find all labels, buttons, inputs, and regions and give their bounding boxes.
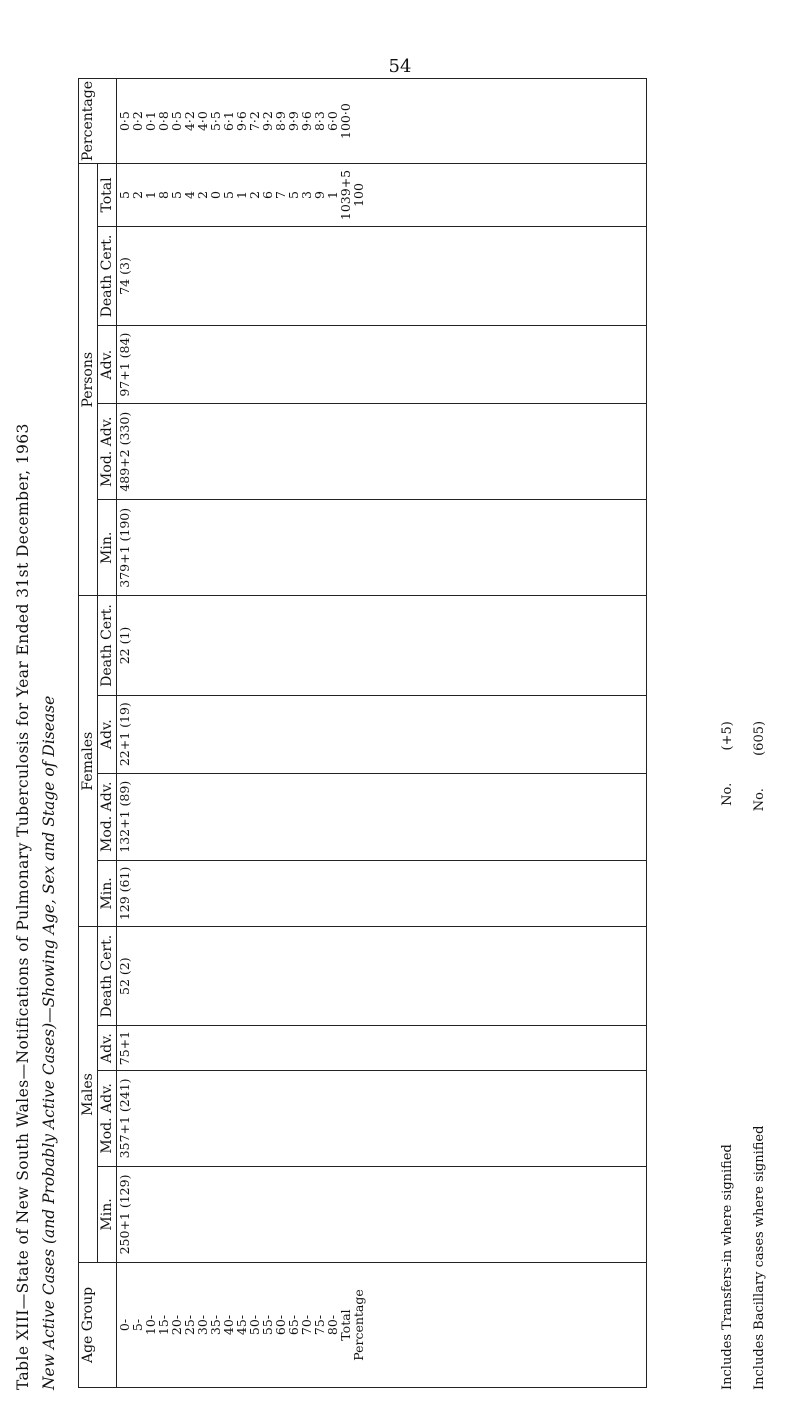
- males-min-header: Min.: [98, 1166, 117, 1262]
- percentage-column: [117, 79, 647, 164]
- age-group-cell: 45-: [234, 1314, 249, 1336]
- persons-total-cell: 1: [234, 191, 249, 199]
- persons-total-cell: 2: [130, 191, 145, 199]
- persons-min-total: 379+1 (190): [117, 500, 647, 596]
- age-group-header: Age Group: [79, 1263, 117, 1388]
- persons-mod-adv-total: 489+2 (330): [117, 404, 647, 500]
- percentage-cell: 7·2: [247, 111, 262, 132]
- persons-total-cell: 5: [117, 191, 132, 199]
- females-header: Females: [79, 596, 98, 927]
- females-mod-adv-total: 132+1 (89): [117, 773, 647, 860]
- males-mod-adv-header: Mod. Adv.: [98, 1070, 117, 1166]
- percentage-cell: 9·9: [286, 111, 301, 132]
- table-title: Table XIII—State of New South Wales—Notifications of Pulmonary Tuberculosis for Year Ended 31st December, 1963: [14, 423, 32, 1390]
- age-group-cell: 60-: [273, 1314, 288, 1336]
- persons-total-cell: 7: [273, 191, 288, 199]
- persons-total-cell: 3: [299, 191, 314, 199]
- persons-min-header: Min.: [98, 500, 117, 596]
- age-group-cell: 55-: [260, 1314, 275, 1336]
- persons-death-total: 74 (3): [117, 226, 647, 325]
- females-death-cert-header: Death Cert.: [98, 596, 117, 695]
- percentage-cell: 0·5: [117, 111, 132, 132]
- females-min-total: 129 (61): [117, 860, 647, 926]
- group-header-row: [79, 79, 98, 1388]
- persons-total-cell: 4: [182, 191, 197, 199]
- age-group-cell: 15-: [156, 1314, 171, 1336]
- percentage-cell: 0·8: [156, 111, 171, 132]
- footnote-transfers-label: No.: [720, 782, 735, 806]
- age-group-cell: 0-: [117, 1318, 132, 1332]
- age-group-cell: 65-: [286, 1314, 301, 1336]
- persons-total-cell: 9: [312, 191, 327, 199]
- percentage-header: Percentage: [79, 79, 117, 164]
- persons-total-cell: 5: [169, 191, 184, 199]
- females-adv-header: Adv.: [98, 695, 117, 773]
- percentage-cell: 4·0: [195, 111, 210, 132]
- age-group-cell: 50-: [247, 1314, 262, 1336]
- females-min-header: Min.: [98, 860, 117, 926]
- persons-total-cell: 1: [325, 191, 340, 199]
- persons-total-cell: 100: [351, 183, 366, 207]
- percentage-cell: 0·5: [169, 111, 184, 132]
- tb-notifications-table: [78, 78, 647, 1388]
- persons-death-cert-header: Death Cert.: [98, 226, 117, 325]
- persons-adv-total: 97+1 (84): [117, 326, 647, 404]
- persons-total-cell: 5: [286, 191, 301, 199]
- footnote-transfers-mark: (+5): [720, 721, 735, 751]
- persons-total-header: Total: [98, 164, 117, 227]
- stage-header-row: [98, 79, 117, 1388]
- age-group-cell: 70-: [299, 1314, 314, 1336]
- males-adv-header: Adv.: [98, 1026, 117, 1071]
- tb-table-rotated: [78, 78, 678, 1388]
- persons-total-cell: 8: [156, 191, 171, 199]
- percentage-cell: 8·3: [312, 111, 327, 132]
- males-min-total: 250+1 (129): [117, 1166, 647, 1262]
- page-number: 54: [388, 56, 412, 77]
- age-group-cell: 20-: [169, 1314, 184, 1336]
- age-group-cell: 40-: [221, 1314, 236, 1336]
- percentage-cell: 4·2: [182, 111, 197, 132]
- persons-adv-header: Adv.: [98, 326, 117, 404]
- percentage-cell: 8·9: [273, 111, 288, 132]
- table-subtitle: New Active Cases (and Probably Active Cases)—Showing Age, Sex and Stage of Disease: [40, 695, 58, 1390]
- percentage-cell: 100·0: [338, 103, 353, 139]
- percentage-cell: 0·1: [143, 111, 158, 132]
- age-group-cell: 75-: [312, 1314, 327, 1336]
- age-group-list: [117, 1263, 647, 1388]
- persons-total-cell: 1: [143, 191, 158, 199]
- table-body-row: [117, 79, 647, 1388]
- footnote-bacillary-label: No.: [752, 788, 767, 812]
- persons-mod-adv-header: Mod. Adv.: [98, 404, 117, 500]
- percentage-cell: 6·1: [221, 111, 236, 132]
- females-mod-adv-header: Mod. Adv.: [98, 773, 117, 860]
- footnote-transfers-text: Includes Transfers-in where signified: [720, 1144, 735, 1390]
- age-group-cell: 25-: [182, 1314, 197, 1336]
- footnote-bacillary-text: Includes Bacillary cases where signified: [752, 1125, 767, 1390]
- persons-total-cell: 6: [260, 191, 275, 199]
- percentage-cell: 9·2: [260, 111, 275, 132]
- age-group-cell: 10-: [143, 1314, 158, 1336]
- age-group-cell: Total: [338, 1309, 353, 1341]
- percentage-cell: 9·6: [299, 111, 314, 132]
- persons-total-cell: 1039+5: [338, 169, 353, 221]
- males-adv-total: 75+1: [117, 1026, 647, 1071]
- persons-total-column: [117, 164, 647, 227]
- persons-total-cell: 2: [195, 191, 210, 199]
- footnote-bacillary: [752, 721, 767, 1390]
- percentage-cell: 9·6: [234, 111, 249, 132]
- persons-total-cell: 5: [221, 191, 236, 199]
- age-group-cell: 30-: [195, 1314, 210, 1336]
- percentage-cell: 5·5: [208, 111, 223, 132]
- footnote-bacillary-mark: (605): [752, 720, 767, 756]
- males-mod-adv-total: 357+1 (241): [117, 1070, 647, 1166]
- females-adv-total: 22+1 (19): [117, 695, 647, 773]
- percentage-cell: 0·2: [130, 111, 145, 132]
- persons-header: Persons: [79, 164, 98, 596]
- age-group-cell: Percentage: [351, 1289, 366, 1361]
- males-header: Males: [79, 927, 98, 1263]
- females-death-total: 22 (1): [117, 596, 647, 695]
- footnote-transfers: [720, 721, 735, 1390]
- males-death-cert-header: Death Cert.: [98, 927, 117, 1026]
- age-group-cell: 35-: [208, 1314, 223, 1336]
- males-death-total: 52 (2): [117, 927, 647, 1026]
- persons-total-cell: 2: [247, 191, 262, 199]
- percentage-cell: 6·0: [325, 111, 340, 132]
- persons-total-cell: 0: [208, 191, 223, 199]
- age-group-cell: 80-: [325, 1314, 340, 1336]
- age-group-cell: 5-: [130, 1318, 145, 1332]
